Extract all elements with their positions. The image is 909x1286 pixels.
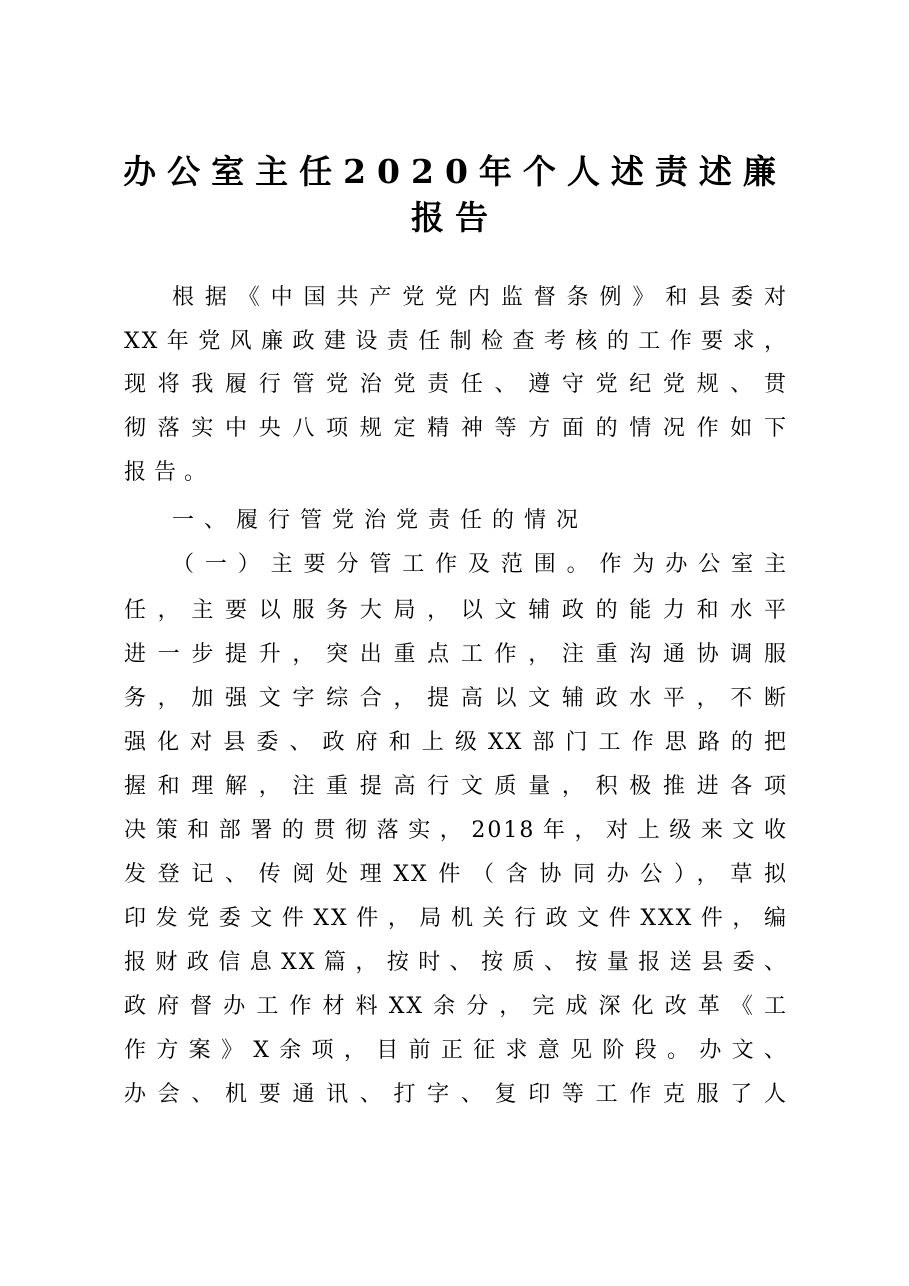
paragraph-line: 彻落实中央八项规定精神等方面的情况作如下 [124,416,788,441]
paragraph-line: 握和理解，注重提高行文质量，积极推进各项 [124,774,788,799]
paragraph-line: 现将我履行管党治党责任、遵守党纪党规、贯 [124,372,788,397]
paragraph-line: 报财政信息XX篇，按时、按质、按量报送县委、 [124,950,788,975]
paragraph-line: 任，主要以服务大局，以文辅政的能力和水平 [124,598,788,623]
paragraph-line: （一）主要分管工作及范围。作为办公室主 [172,552,788,577]
paragraph-line: 发登记、传阅处理XX件（含协同办公），草拟 [124,862,788,887]
paragraph-line: 进一步提升，突出重点工作，注重沟通协调服 [124,642,788,667]
paragraph-line: 政府督办工作材料XX余分，完成深化改革《工 [124,994,788,1019]
document-title-line-1: 办公室主任2020年个人述责述廉 [123,152,787,191]
paragraph-line: 决策和部署的贯彻落实，2018年，对上级来文收 [124,818,788,843]
paragraph-line: 办会、机要通讯、打字、复印等工作克服了人 [124,1082,788,1107]
paragraph-line: 报告。 [124,460,215,485]
paragraph-line: 务，加强文字综合，提高以文辅政水平，不断 [124,686,788,711]
document-title-line-2: 报告 [411,198,499,237]
paragraph-line: 作方案》X余项，目前正征求意见阶段。办文、 [124,1038,788,1063]
section-heading: 一、履行管党治党责任的情况 [172,508,589,533]
paragraph-line: 强化对县委、政府和上级XX部门工作思路的把 [124,730,788,755]
paragraph-line: XX年党风廉政建设责任制检查考核的工作要求， [124,329,788,354]
paragraph-line: 印发党委文件XX件，局机关行政文件XXX件，编 [124,906,788,931]
paragraph-line: 根据《中国共产党党内监督条例》和县委对 [172,285,788,310]
